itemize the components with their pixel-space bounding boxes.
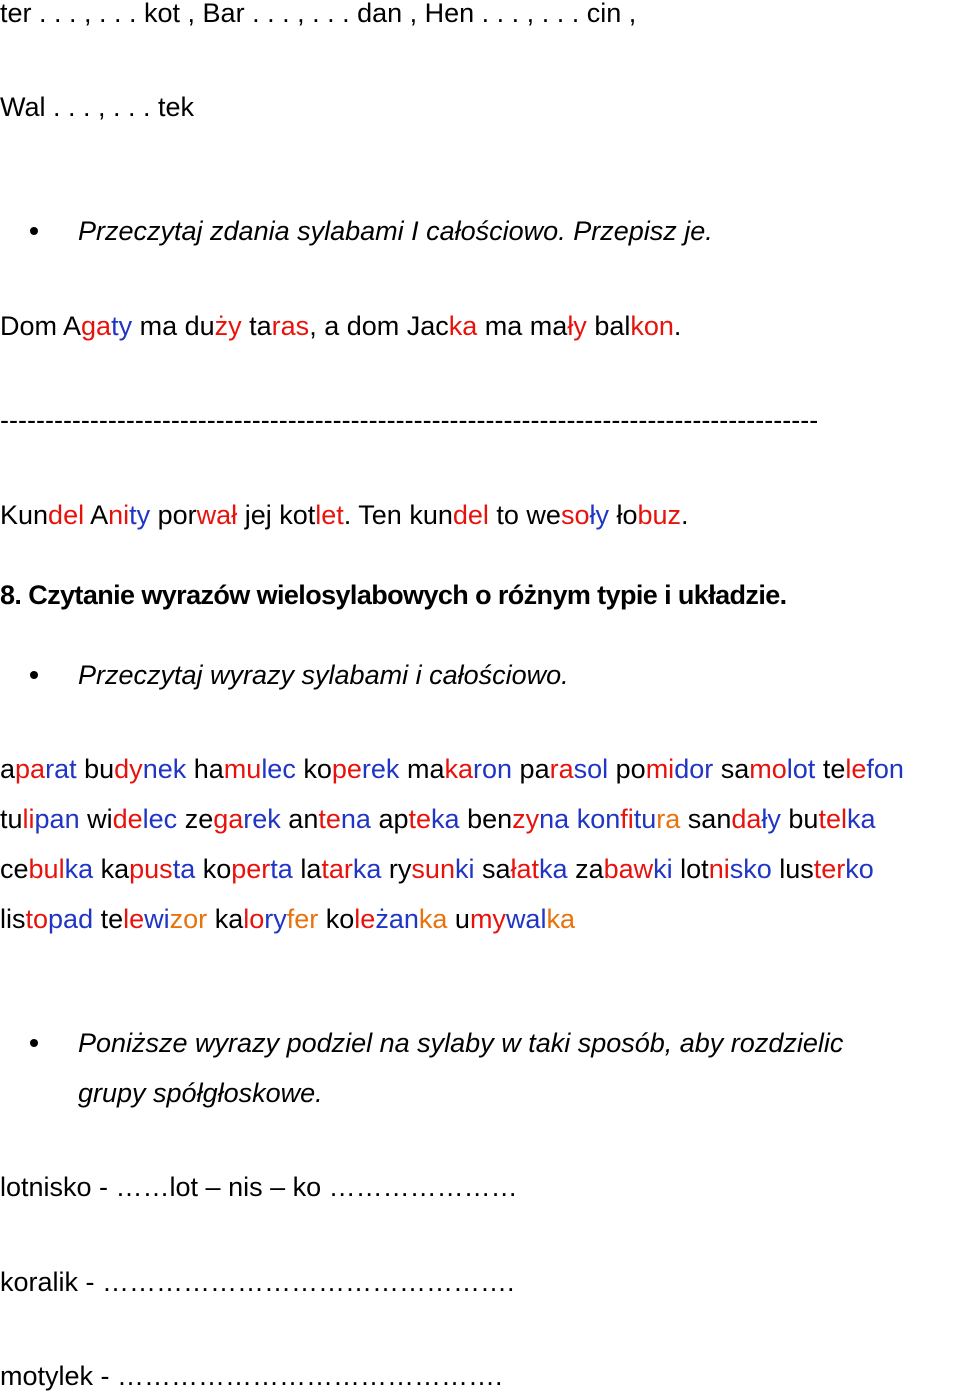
syllable: , a dom Jac xyxy=(309,311,449,341)
sentence-2 xyxy=(0,498,689,532)
syllable: ta xyxy=(270,854,293,884)
syllable: fer xyxy=(286,904,319,934)
word-row-1 xyxy=(0,752,904,786)
syllable: ron xyxy=(473,754,513,784)
syllable: bul xyxy=(28,854,65,884)
syllable: ty xyxy=(111,311,133,341)
syllable: ko xyxy=(325,904,355,934)
syllable: pa xyxy=(15,754,46,784)
syllable xyxy=(93,854,101,884)
syllable: le xyxy=(354,904,376,934)
syllable: le xyxy=(123,904,145,934)
syllable: ko xyxy=(303,754,332,784)
syllable: ka xyxy=(352,854,382,884)
syllable: rat xyxy=(45,754,77,784)
syllable: ka xyxy=(418,904,448,934)
syllable: ły xyxy=(589,500,609,530)
syllable: wal xyxy=(505,904,547,934)
syllable: sun xyxy=(411,854,455,884)
syllable xyxy=(447,904,455,934)
syllable: pe xyxy=(331,754,362,784)
syllable: ma xyxy=(406,754,445,784)
syllable xyxy=(815,754,823,784)
syllable: so xyxy=(560,500,590,530)
syllable: ka xyxy=(539,854,568,884)
syllable: ka xyxy=(546,904,575,934)
syllable: kon xyxy=(630,311,674,341)
syllable xyxy=(77,754,85,784)
syllable: ka xyxy=(100,854,130,884)
syllable: zy xyxy=(512,804,540,834)
syllable: sa xyxy=(481,854,511,884)
syllable: ry xyxy=(264,904,287,934)
bullet-icon xyxy=(30,671,38,679)
syllable: mo xyxy=(749,754,787,784)
syllable: bu xyxy=(788,804,819,834)
syllable: my xyxy=(469,904,506,934)
syllable: fi xyxy=(620,804,634,834)
syllable: tu xyxy=(633,804,657,834)
syllable: let xyxy=(315,500,344,530)
syllable: A xyxy=(84,500,109,530)
syllable: li xyxy=(22,804,35,834)
syllable: ka xyxy=(64,854,94,884)
syllable: ma ma xyxy=(477,311,568,341)
instruction-3-text-line-1: Poniższe wyrazy podziel na sylaby w taki sposób, aby rozdzielic xyxy=(78,1028,844,1058)
syllable: le xyxy=(845,754,867,784)
syllable xyxy=(512,754,520,784)
syllable: ły xyxy=(567,311,587,341)
syllable: ka xyxy=(444,754,473,784)
syllable xyxy=(177,804,185,834)
syllable: ni xyxy=(108,500,130,530)
syllable: ben xyxy=(467,804,513,834)
syllable: ka xyxy=(214,904,244,934)
syllable: ko xyxy=(845,854,874,884)
syllable: . Ten kun xyxy=(343,500,453,530)
syllable: pad xyxy=(48,904,94,934)
syllable xyxy=(713,754,721,784)
word-row-2 xyxy=(0,802,876,836)
syllable xyxy=(680,804,688,834)
syllable xyxy=(568,854,576,884)
syllable: ra xyxy=(656,804,681,834)
syllable: to xyxy=(25,904,49,934)
syllable xyxy=(474,854,482,884)
syllable: ta xyxy=(172,854,196,884)
syllable xyxy=(207,904,215,934)
syllable: ży xyxy=(214,311,242,341)
syllable: pus xyxy=(129,854,173,884)
syllable: ki xyxy=(454,854,475,884)
syllable: por xyxy=(150,500,197,530)
syllable: ze xyxy=(184,804,214,834)
syllable: del xyxy=(48,500,85,530)
syllable: ka xyxy=(846,804,876,834)
syllable: . xyxy=(673,311,682,341)
syllable: żan xyxy=(375,904,419,934)
syllable: ra xyxy=(549,754,574,784)
syllable xyxy=(93,904,101,934)
syllable: pan xyxy=(34,804,80,834)
syllable: lec xyxy=(261,754,296,784)
syllable: an xyxy=(288,804,319,834)
section-heading-8: 8. Czytanie wyrazów wielosylabowych o różnym typie i układzie. xyxy=(0,580,787,610)
syllable: san xyxy=(687,804,732,834)
syllable: wał xyxy=(196,500,238,530)
syllable: . xyxy=(681,500,689,530)
syllable: mu xyxy=(223,754,262,784)
syllable: wi xyxy=(87,804,113,834)
dash-line: ------------------------------------------------------------------------------------------- xyxy=(0,405,819,435)
syllable: de xyxy=(112,804,143,834)
syllable: tu xyxy=(0,804,23,834)
syllable: dy xyxy=(114,754,143,784)
syllable: ły xyxy=(761,804,781,834)
syllable: łat xyxy=(510,854,540,884)
syllable: na xyxy=(340,804,371,834)
syllable: mi xyxy=(645,754,675,784)
syllable: lec xyxy=(142,804,178,834)
syllable: Kun xyxy=(0,500,49,530)
syllable: sko xyxy=(729,854,772,884)
syllable: ga xyxy=(81,311,112,341)
syllable: ta xyxy=(241,311,272,341)
exercise-motylek: motylek - ……………………………………. xyxy=(0,1361,503,1391)
syllable: wi xyxy=(144,904,170,934)
syllable: za xyxy=(575,854,604,884)
syllable: ha xyxy=(193,754,224,784)
bullet-icon xyxy=(30,1039,38,1047)
syllable: te xyxy=(408,804,432,834)
syllable: ga xyxy=(213,804,244,834)
syllable xyxy=(608,754,616,784)
syllable: te xyxy=(822,754,846,784)
syllable: ter xyxy=(813,854,846,884)
syllable xyxy=(460,804,468,834)
syllable xyxy=(381,854,389,884)
syllable: ma du xyxy=(132,311,215,341)
syllable: tel xyxy=(818,804,847,834)
syllable: ka xyxy=(431,804,460,834)
syllable: da xyxy=(731,804,762,834)
word-row-4 xyxy=(0,902,575,936)
syllable: jej kot xyxy=(237,500,316,530)
syllable xyxy=(399,754,407,784)
syllable: lo xyxy=(243,904,265,934)
word-row-3 xyxy=(0,852,874,886)
syllable: zor xyxy=(169,904,208,934)
syllable: ty xyxy=(129,500,151,530)
syllable: bal xyxy=(586,311,631,341)
syllable: u xyxy=(454,904,470,934)
syllable: ce xyxy=(0,854,29,884)
syllable: dor xyxy=(674,754,714,784)
syllable: pa xyxy=(519,754,550,784)
syllable: Dom A xyxy=(0,311,82,341)
instruction-1-text: Przeczytaj zdania sylabami I całościowo. Przepisz je. xyxy=(78,216,713,246)
instruction-3-line-2: grupy spółgłoskowe. xyxy=(78,1078,323,1108)
bullet-icon xyxy=(30,227,38,235)
syllable: lot xyxy=(680,854,709,884)
syllable: rek xyxy=(243,804,281,834)
syllable: tar xyxy=(321,854,353,884)
syllable: lot xyxy=(786,754,816,784)
syllable xyxy=(186,754,194,784)
syllable: na xyxy=(539,804,570,834)
syllable xyxy=(80,804,88,834)
syllable: fon xyxy=(866,754,904,784)
syllable: to we xyxy=(488,500,561,530)
syllable: ka xyxy=(448,311,478,341)
syllable: buz xyxy=(637,500,682,530)
syllable: la xyxy=(300,854,322,884)
instruction-3 xyxy=(30,1026,843,1060)
syllable: ko xyxy=(202,854,232,884)
syllable: ki xyxy=(653,854,673,884)
syllable: lus xyxy=(779,854,814,884)
syllable: ło xyxy=(608,500,638,530)
syllable: ap xyxy=(378,804,409,834)
syllable: lis xyxy=(0,904,26,934)
syllable xyxy=(318,904,326,934)
syllable: nek xyxy=(142,754,187,784)
top-line-1: ter . . . , . . . kot , Bar . . . , . . . dan , Hen . . . , . . . cin , xyxy=(0,0,637,28)
syllable: ras xyxy=(271,311,310,341)
syllable: po xyxy=(615,754,646,784)
syllable: kon xyxy=(576,804,621,834)
syllable: del xyxy=(452,500,489,530)
top-line-2: Wal . . . , . . . tek xyxy=(0,92,195,122)
exercise-lotnisko: lotnisko - ……lot – nis – ko ………………… xyxy=(0,1172,518,1202)
syllable xyxy=(195,854,203,884)
instruction-2-text: Przeczytaj wyrazy sylabami i całościowo. xyxy=(78,660,569,690)
syllable: baw xyxy=(603,854,654,884)
syllable: sol xyxy=(573,754,609,784)
instruction-2 xyxy=(30,658,569,692)
syllable: te xyxy=(318,804,341,834)
syllable: ry xyxy=(388,854,412,884)
syllable: bu xyxy=(84,754,115,784)
syllable: rek xyxy=(361,754,400,784)
syllable xyxy=(569,804,577,834)
syllable: sa xyxy=(720,754,750,784)
syllable: per xyxy=(231,854,271,884)
syllable: te xyxy=(100,904,124,934)
exercise-koralik: koralik - ………………………………………. xyxy=(0,1267,515,1297)
sentence-1 xyxy=(0,309,681,343)
instruction-1 xyxy=(30,214,713,248)
syllable: a xyxy=(0,754,16,784)
syllable: ni xyxy=(708,854,730,884)
